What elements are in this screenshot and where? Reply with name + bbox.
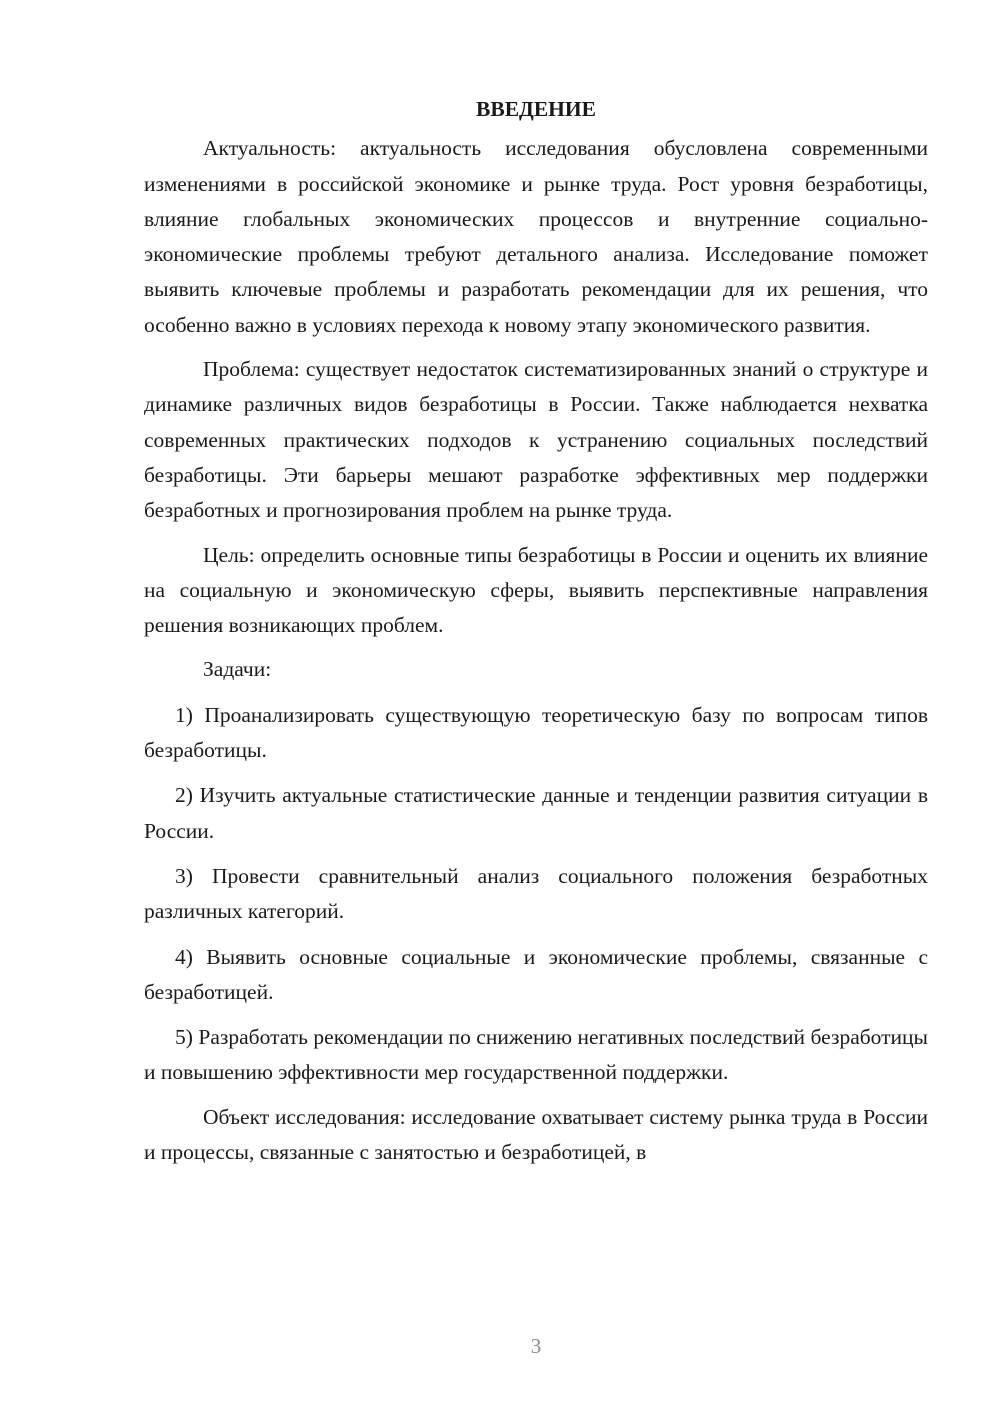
paragraph-problem: Проблема: существует недостаток систематизированных знаний о структуре и динамике различных видов безработицы в России. Также наблюдается нехватка современных практических подходов к устранению социальных последствий безработицы. Эти барьеры мешают разработке эффективных мер поддержки безработных и прогнозирования проблем на рынке труда. [144,357,928,523]
task-item-2: 2) Изучить актуальные статистические данные и тенденции развития ситуации в России. [144,783,928,843]
tasks-label: Задачи: [203,657,272,682]
page-number: 3 [530,1334,542,1358]
task-item-5: 5) Разработать рекомендации по снижению негативных последствий безработицы и повышению эффективности мер государственной поддержки. [144,1025,928,1085]
section-heading: ВВЕДЕНИЕ [476,97,596,121]
paragraph-goal: Цель: определить основные типы безработицы в России и оценить их влияние на социальную и экономическую сферы, выявить перспективные направления решения возникающих проблем. [144,542,928,638]
task-item-1: 1) Проанализировать существующую теоретическую базу по вопросам типов безработицы. [144,702,928,763]
paragraph-object: Объект исследования: исследование охватывает систему рынка труда в России и процессы, связанные с занятостью и безработицей, в [144,1104,928,1165]
paragraph-relevance: Актуальность: актуальность исследования обусловлена современными изменениями в российской экономике и рынке труда. Рост уровня безработицы, влияние глобальных экономических процессов и внутренние социально-экономические проблемы требуют детального анализа. Исследование поможет выявить ключевые проблемы и разработать рекомендации для их решения, что особенно важно в условиях перехода к новому этапу экономического развития. [144,136,928,337]
task-item-3: 3) Провести сравнительный анализ социального положения безработных различных категорий. [144,863,928,924]
page-content [144,92,928,1170]
task-item-4: 4) Выявить основные социальные и экономические проблемы, связанные с безработицей. [144,944,928,1004]
